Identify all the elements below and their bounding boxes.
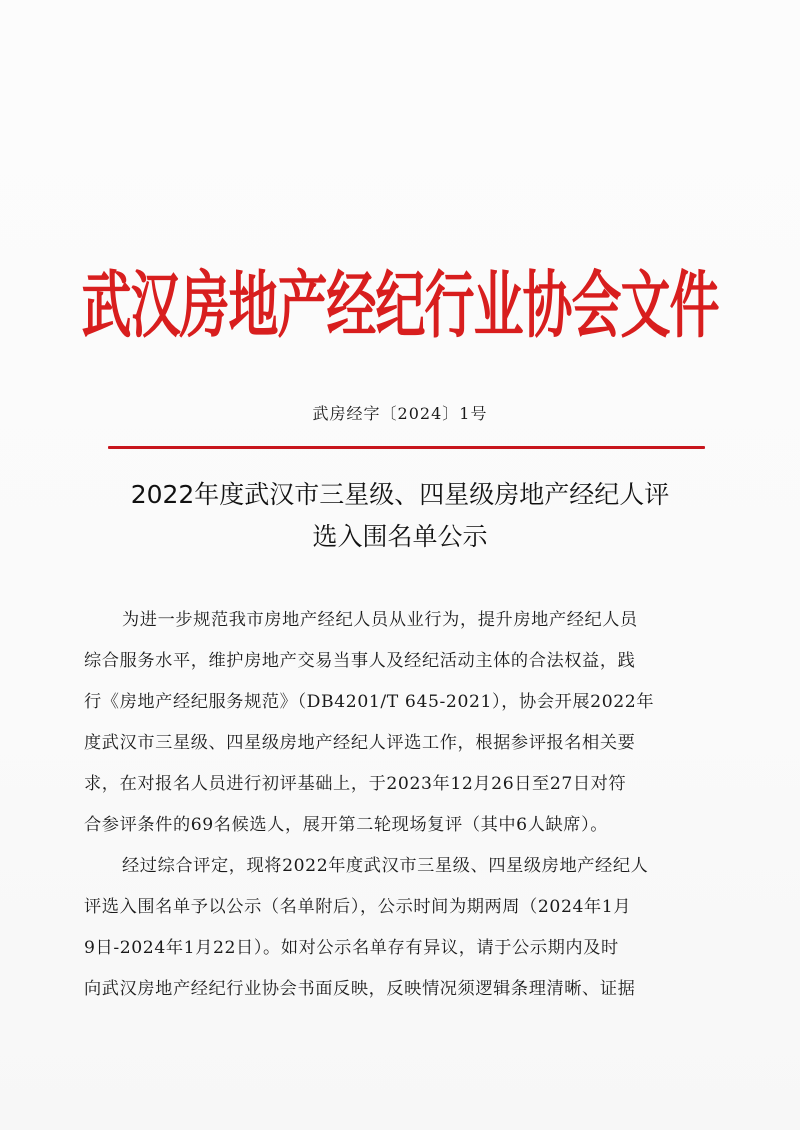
paragraph-line: 行《房地产经纪服务规范》（DB4201/T 645-2021），协会开展2022年 — [84, 692, 655, 712]
paragraph-2 — [84, 846, 724, 1010]
paragraph-line: 向武汉房地产经纪行业协会书面反映，反映情况须逻辑条理清晰、证据 — [84, 979, 636, 999]
paragraph-1 — [84, 600, 724, 846]
red-divider-rule — [108, 446, 705, 449]
notice-title — [60, 474, 740, 558]
paragraph-line: 为进一步规范我市房地产经纪人员从业行为，提升房地产经纪人员 — [122, 610, 638, 630]
notice-title-line-2: 选入围名单公示 — [312, 522, 488, 551]
notice-title-line-1: 2022年度武汉市三星级、四星级房地产经纪人评 — [130, 480, 670, 509]
masthead-title: 武汉房地产经纪行业协会文件 — [81, 263, 719, 349]
paragraph-line: 合参评条件的69名候选人，展开第二轮现场复评（其中6人缺席）。 — [84, 815, 609, 835]
paragraph-line: 度武汉市三星级、四星级房地产经纪人评选工作，根据参评报名相关要 — [84, 733, 636, 753]
notice-body — [84, 600, 724, 1010]
paragraph-line: 评选入围名单予以公示（名单附后），公示时间为期两周（2024年1月 — [84, 897, 632, 917]
paragraph-line: 9日-2024年1月22日）。如对公示名单存有异议，请于公示期内及时 — [84, 938, 619, 958]
document-number: 武房经字〔2024〕1号 — [312, 404, 488, 423]
paragraph-line: 经过综合评定，现将2022年度武汉市三星级、四星级房地产经纪人 — [122, 856, 649, 876]
paragraph-line: 综合服务水平，维护房地产交易当事人及经纪活动主体的合法权益，践 — [84, 651, 636, 671]
paragraph-line: 求，在对报名人员进行初评基础上，于2023年12月26日至27日对符 — [84, 774, 627, 794]
